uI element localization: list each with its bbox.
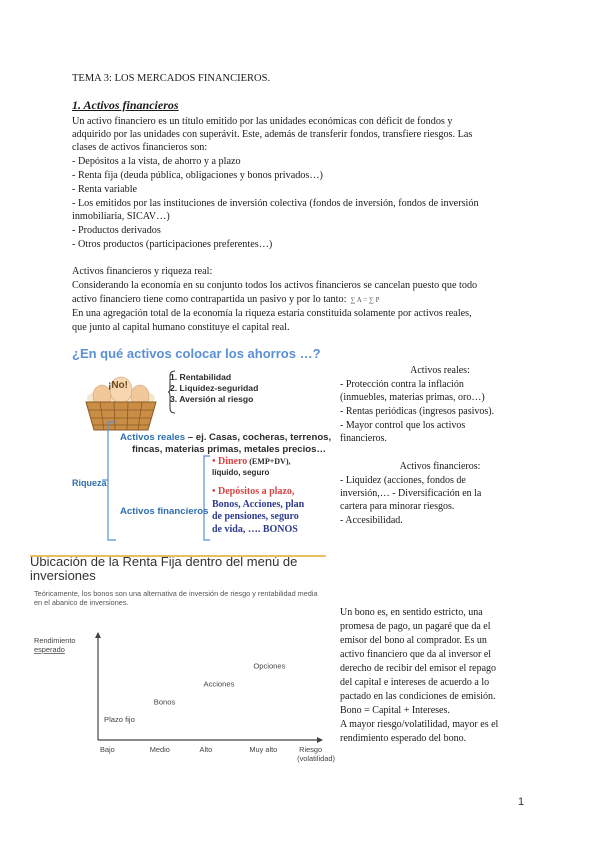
egg-label: ¡No! xyxy=(108,380,128,391)
bono-line: emisor del bono al comprador. Es un xyxy=(340,635,487,646)
dinero-row xyxy=(212,456,290,467)
bono-line: activo financiero que da al inversor el xyxy=(340,649,492,660)
data-point-label: Opciones xyxy=(253,661,286,671)
data-point-label: Plazo fijo xyxy=(104,715,135,725)
wealth-heading: Activos financieros y riqueza real: xyxy=(72,266,213,277)
financieros-item: cartera para minorar riesgos. xyxy=(340,501,455,512)
fixed-income-chart xyxy=(30,554,335,770)
bono-line: rendimiento esperado del bono. xyxy=(340,733,467,744)
reales-item: - Mayor control que los activos xyxy=(340,420,466,431)
bono-line: promesa de pago, un pagaré que da el xyxy=(340,621,491,632)
chart-title: Ubicación de la Renta Fija dentro del menú de inversiones xyxy=(30,554,298,583)
dinero-detail: líquido, seguro xyxy=(212,468,270,477)
depositos-line: de pensiones, seguro xyxy=(212,511,299,522)
class-item: - Productos derivados xyxy=(72,225,161,236)
data-point-label: Acciones xyxy=(203,679,235,689)
savings-diagram xyxy=(72,346,342,546)
chart-canvas xyxy=(30,555,335,770)
depositos-line: de vida, …. BONOS xyxy=(212,523,298,535)
x-axis-arrow xyxy=(317,737,323,743)
section-heading: 1. Activos financieros xyxy=(72,98,179,112)
intro-line: Un activo financiero es un título emitido por las unidades económicas con déficit de fondos y xyxy=(72,116,453,127)
reales-title: Activos reales: xyxy=(410,365,470,376)
y-axis-label: Rendimiento xyxy=(34,636,76,645)
financieros-item: inversión,… - Diversificación en la xyxy=(340,488,482,499)
x-tick-label: Bajo xyxy=(100,745,115,754)
class-item: - Renta fija (deuda pública, obligaciones y bonos privados…) xyxy=(72,170,323,181)
class-item: - Renta variable xyxy=(72,184,138,195)
wealth-line: activo financiero tiene como contrapartida un pasivo y por lo tanto: xyxy=(72,294,347,305)
x-axis-label: (volatilidad) xyxy=(297,754,335,763)
page-number: 1 xyxy=(518,796,525,808)
financieros-item: - Liquidez (acciones, fondos de xyxy=(340,475,466,486)
depositos-list xyxy=(212,486,342,536)
criteria-item: 1. Rentabilidad xyxy=(170,372,232,382)
reales-item: (inmuebles, materias primas, oro…) xyxy=(340,392,485,403)
intro-line: clases de activos financieros son: xyxy=(72,142,208,153)
activos-reales-examples: – ej. Casas, cocheras, terrenos, xyxy=(185,432,332,443)
bono-line: pactado en las condiciones de emisión. xyxy=(340,691,496,702)
formula: ∑ A = ∑ P xyxy=(350,296,380,304)
criteria-list xyxy=(170,372,290,405)
depositos-line: • Depósitos a plazo, xyxy=(212,486,295,497)
diagram-question: ¿En qué activos colocar los ahorros …? xyxy=(72,346,321,361)
bono-line: A mayor riesgo/volatilidad, mayor es el xyxy=(340,719,499,730)
bono-line: Un bono es, en sentido estricto, una xyxy=(340,607,483,618)
dinero-label: • Dinero xyxy=(212,456,248,467)
reales-item: - Protección contra la inflación xyxy=(340,379,464,390)
financieros-title: Activos financieros: xyxy=(399,461,481,472)
x-tick-label: Muy alto xyxy=(249,745,278,754)
activos-reales-label: Activos reales xyxy=(120,432,186,443)
criteria-item: 3. Aversión al riesgo xyxy=(170,394,254,404)
wealth-line: Considerando la economía en su conjunto todos los activos financieros se cancelan puesto que todo xyxy=(72,280,478,291)
criteria-item: 2. Liquidez-seguridad xyxy=(170,383,259,393)
x-axis-label: Riesgo xyxy=(299,745,323,754)
bono-line: del capital e intereses de acuerdo a lo xyxy=(340,677,490,688)
intro-line: adquirido por las unidades con superávit. Este, además de transferir fondos, transfiere riesgos. Las xyxy=(72,129,473,140)
y-axis-arrow xyxy=(95,632,101,638)
doc-title: TEMA 3: LOS MERCADOS FINANCIEROS. xyxy=(72,73,271,84)
bono-line: Bono = Capital + Intereses. xyxy=(340,705,450,716)
data-point-label: Bonos xyxy=(153,697,176,707)
class-item: - Otros productos (participaciones preferentes…) xyxy=(72,239,273,250)
chart-subtitle: Teóricamente, los bonos son una alternativa de inversión de riesgo y rentabilidad media en el abanico de inversiones. xyxy=(34,589,318,607)
y-axis-label: esperado xyxy=(34,645,65,654)
x-tick-label: Alto xyxy=(199,745,213,754)
depositos-line: Bonos, Acciones, plan xyxy=(212,498,305,510)
class-item: - Depósitos a la vista, de ahorro y a plazo xyxy=(72,156,241,167)
x-tick-label: Medio xyxy=(149,745,170,754)
activos-reales-row xyxy=(120,432,331,443)
wealth-line: que junto al capital humano constituye el capital real. xyxy=(72,322,290,333)
wealth-line-with-formula xyxy=(72,293,532,307)
activos-financieros-label: Activos financieros xyxy=(120,506,209,517)
wealth-line: En una agregación total de la economía la riqueza estaría constituida solamente por activos reales, xyxy=(72,308,472,319)
dinero-detail: (EMP+DV), xyxy=(247,457,291,466)
riqueza-label: Riqueza xyxy=(72,478,107,488)
class-item: inmobiliaria, SICAV…) xyxy=(72,211,170,222)
bono-line: derecho de recibir del emisor el repago xyxy=(340,663,497,674)
reales-item: financieros. xyxy=(340,433,387,444)
reales-item: - Rentas periódicas (ingresos pasivos). xyxy=(340,406,495,417)
class-item: - Los emitidos por las instituciones de inversión colectiva (fondos de inversión, fondos de inversión xyxy=(72,198,479,209)
activos-reales-examples: fincas, materias primas, metales precios… xyxy=(132,444,327,455)
financieros-item: - Accesibilidad. xyxy=(340,515,403,526)
